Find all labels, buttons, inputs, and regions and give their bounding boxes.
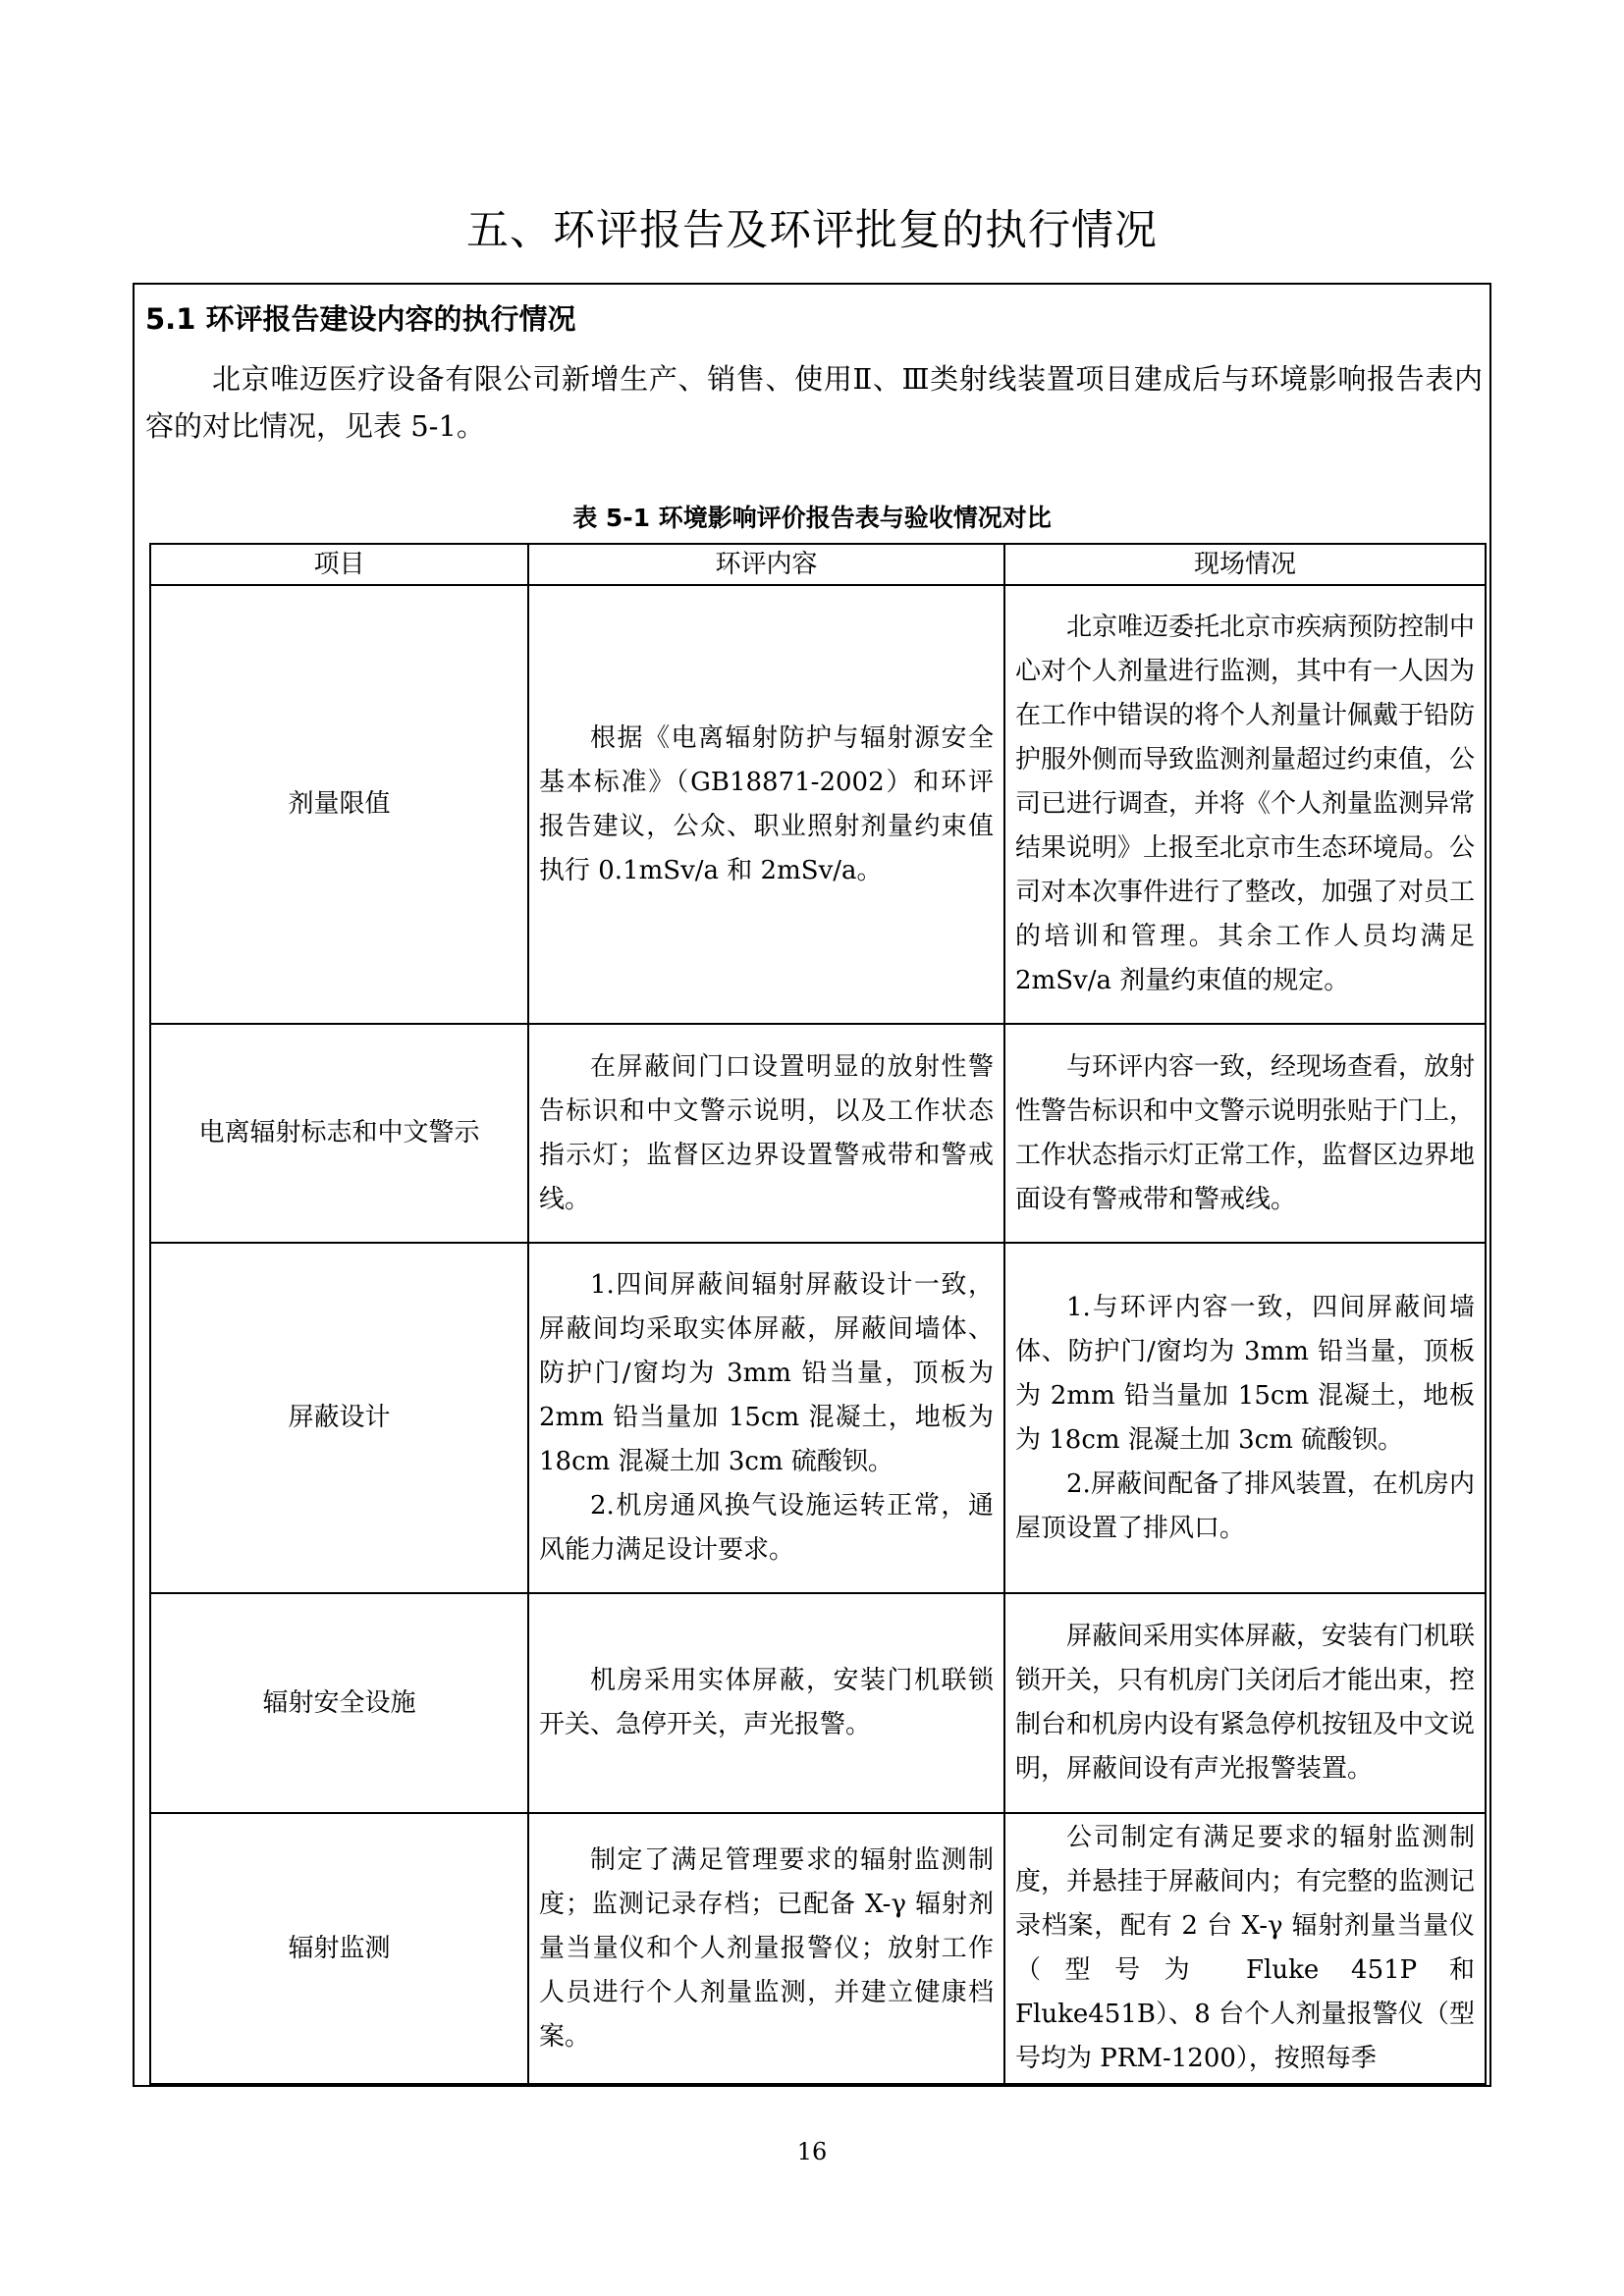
eia-paragraph: 2.机房通风换气设施运转正常，通风能力满足设计要求。 [539, 1491, 994, 1565]
row-site-cell [1004, 585, 1486, 1024]
table-row [150, 1593, 1486, 1813]
row-site-cell [1004, 1243, 1486, 1593]
intro-paragraph: 北京唯迈医疗设备有限公司新增生产、销售、使用Ⅱ、Ⅲ类射线装置项目建成后与环境影响报告表内容的对比情况，见表 5-1。 [145, 362, 1483, 443]
table-header-row [150, 544, 1486, 585]
row-eia-cell [528, 1243, 1004, 1593]
row-item-cell: 辐射监测 [150, 1813, 528, 2084]
eia-paragraph: 在屏蔽间门口设置明显的放射性警告标识和中文警示说明，以及工作状态指示灯；监督区边界设置警戒带和警戒线。 [539, 1051, 994, 1214]
row-eia-cell [528, 1593, 1004, 1813]
row-item-cell: 辐射安全设施 [150, 1593, 528, 1813]
row-eia-cell [528, 1813, 1004, 2084]
site-paragraph: 北京唯迈委托北京市疾病预防控制中心对个人剂量进行监测，其中有一人因为在工作中错误的将个人剂量计佩戴于铅防护服外侧而导致监测剂量超过约束值，公司已进行调查，并将《个人剂量监测异常结果说明》上报至北京市生态环境局。公司对本次事件进行了整改，加强了对员工的培训和管理。其余工作人员均满足 2mSv/a 剂量约束值的规定。 [1015, 613, 1476, 995]
table-caption: 表 5-1 环境影响评价报告表与验收情况对比 [572, 504, 1052, 532]
row-site-cell [1004, 1024, 1486, 1243]
row-item-cell: 剂量限值 [150, 585, 528, 1024]
row-site-cell [1004, 1593, 1486, 1813]
row-item-cell: 电离辐射标志和中文警示 [150, 1024, 528, 1243]
eia-paragraph: 1.四间屏蔽间辐射屏蔽设计一致，屏蔽间均采取实体屏蔽，屏蔽间墙体、防护门/窗均为 3mm 铅当量，顶板为 2mm 铅当量加 15cm 混凝土，地板为 18cm 混凝土加 3cm 硫酸钡。 [539, 1270, 994, 1476]
table-row [150, 1243, 1486, 1593]
column-header-site: 现场情况 [1004, 544, 1486, 585]
row-item-cell: 屏蔽设计 [150, 1243, 528, 1593]
eia-paragraph: 根据《电离辐射防护与辐射源安全基本标准》（GB18871-2002）和环评报告建议，公众、职业照射剂量约束值执行 0.1mSv/a 和 2mSv/a。 [539, 722, 994, 885]
comparison-table [149, 543, 1487, 2085]
site-paragraph: 公司制定有满足要求的辐射监测制度，并悬挂于屏蔽间内；有完整的监测记录档案，配有 2 台 X-γ 辐射剂量当量仪（型号为 Fluke 451P 和 Fluke451B）、8 台个人剂量报警仪（型号均为 PRM-1200），按照每季 [1015, 1823, 1476, 2073]
row-eia-cell [528, 1024, 1004, 1243]
row-eia-cell [528, 585, 1004, 1024]
table-row [150, 585, 1486, 1024]
eia-paragraph: 制定了满足管理要求的辐射监测制度；监测记录存档；已配备 X-γ 辐射剂量当量仪和个人剂量报警仪；放射工作人员进行个人剂量监测，并建立健康档案。 [539, 1844, 994, 2052]
section-heading: 5.1 环评报告建设内容的执行情况 [145, 302, 576, 336]
site-paragraph: 1.与环评内容一致，四间屏蔽间墙体、防护门/窗均为 3mm 铅当量，顶板为 2mm 铅当量加 15cm 混凝土，地板为 18cm 混凝土加 3cm 硫酸钡。 [1015, 1292, 1475, 1455]
column-header-item: 项目 [150, 544, 528, 585]
site-paragraph: 2.屏蔽间配备了排风装置，在机房内屋顶设置了排风口。 [1015, 1468, 1475, 1543]
site-paragraph: 与环评内容一致，经现场查看，放射性警告标识和中文警示说明张贴于门上，工作状态指示灯正常工作，监督区边界地面设有警戒带和警戒线。 [1015, 1051, 1476, 1214]
row-site-cell [1004, 1813, 1486, 2084]
page-number: 16 [796, 2138, 828, 2165]
table-row [150, 1813, 1486, 2084]
table-row [150, 1024, 1486, 1243]
eia-paragraph: 机房采用实体屏蔽，安装门机联锁开关、急停开关，声光报警。 [539, 1666, 994, 1739]
site-paragraph: 屏蔽间采用实体屏蔽，安装有门机联锁开关，只有机房门关闭后才能出束，控制台和机房内设有紧急停机按钮及中文说明，屏蔽间设有声光报警装置。 [1015, 1622, 1476, 1784]
page-title: 五、环评报告及环评批复的执行情况 [466, 206, 1158, 255]
column-header-eia: 环评内容 [528, 544, 1004, 585]
